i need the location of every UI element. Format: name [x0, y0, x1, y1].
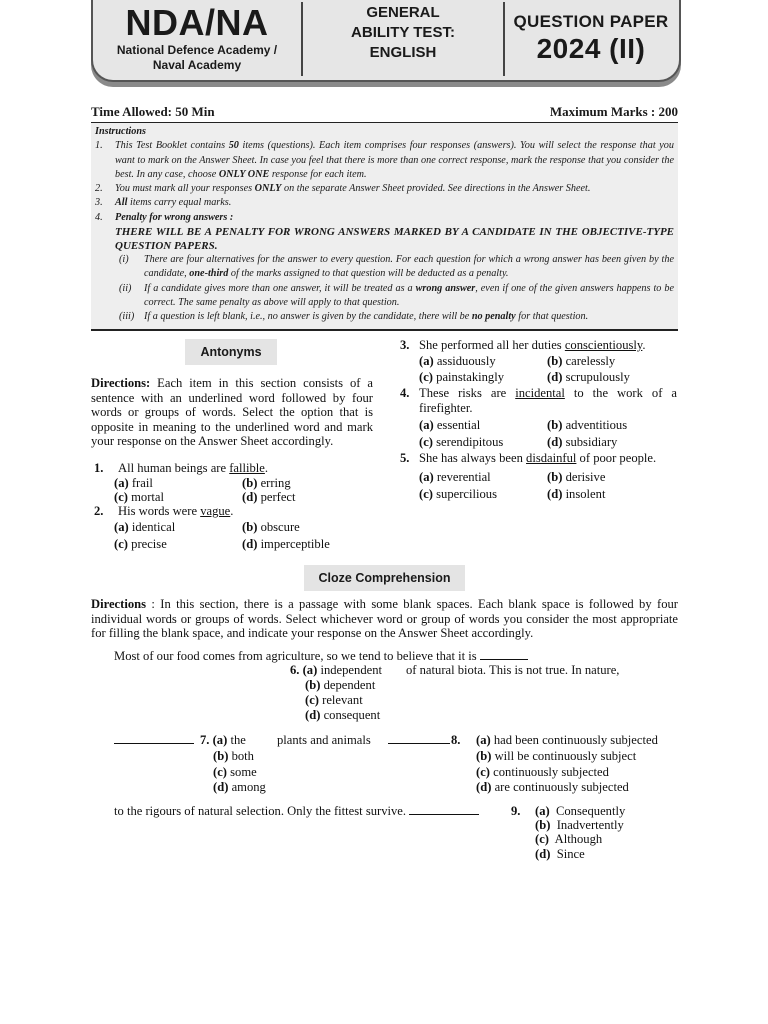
header-paper-block: [505, 0, 677, 80]
option-b[interactable]: (b) adventitious: [547, 418, 628, 432]
option-d[interactable]: (d) are continuously subjected: [476, 780, 629, 794]
option-d[interactable]: (d) among: [213, 780, 266, 794]
option-c[interactable]: (c) serendipitous: [419, 435, 504, 449]
section-title-cloze: Cloze Comprehension: [304, 565, 465, 591]
option-b[interactable]: (b) derisive: [547, 470, 606, 484]
header-subject-block: [303, 0, 503, 80]
option-b[interactable]: (b) carelessly: [547, 354, 616, 368]
cloze-directions: Directions : In this section, there is a passage with some blank spaces. Each blank space is followed by four individual words or groups of words. Select whichever word or group of words you consider the most appropriate for filling the blank space, and indicate your response on the Answer Sheet accordingly.: [91, 597, 678, 640]
instruction-item: 4. Penalty for wrong answers :: [95, 211, 234, 223]
question-6: 6. (a) independent: [290, 663, 383, 677]
paper-label: QUESTION PAPER: [513, 12, 669, 31]
question-4: 4. These risks are incidental to the work of a firefighter.: [400, 386, 677, 415]
blank-8: [388, 733, 450, 748]
question-8-number: 8.: [451, 733, 461, 747]
underlined-word: incidental: [515, 386, 565, 400]
penalty-rule: (ii) If a candidate gives more than one answer, it will be treated as a wrong answer, even if one of the given answers happens to be correct. The same penalty as above will apply to that question.: [119, 282, 674, 308]
instructions-heading: Instructions: [95, 126, 146, 137]
option-a[interactable]: (a) assiduously: [419, 354, 496, 368]
exam-header: [91, 0, 681, 82]
option-d[interactable]: (d) scrupulously: [547, 370, 630, 384]
passage-line-1: Most of our food comes from agriculture, so we tend to believe that it is: [114, 649, 528, 664]
underlined-word: conscientiously: [564, 338, 643, 352]
option-a[interactable]: (a) reverential: [419, 470, 491, 484]
underlined-word: disdainful: [526, 451, 577, 465]
section-title-antonyms: Antonyms: [185, 339, 277, 365]
subject-line-3: ENGLISH: [369, 44, 437, 61]
underlined-word: vague: [200, 504, 231, 518]
time-allowed: Time Allowed: 50 Min: [91, 104, 215, 119]
option-c[interactable]: (c) some: [213, 765, 257, 779]
question-7: 7. (a) the: [200, 733, 246, 747]
option-b[interactable]: (b) Inadvertently: [535, 818, 624, 832]
underlined-word: fallible: [229, 461, 265, 475]
option-a[interactable]: (a) Consequently: [535, 804, 626, 818]
blank-9: [409, 804, 479, 815]
passage-line-2: of natural biota. This is not true. In nature,: [406, 663, 620, 677]
option-b[interactable]: (b) obscure: [242, 520, 300, 534]
option-b[interactable]: (b) will be continuously subject: [476, 749, 637, 763]
paper-year: 2024 (II): [536, 33, 646, 64]
header-brand-block: [93, 0, 301, 80]
blank-7: [114, 733, 194, 748]
option-c[interactable]: (c) painstakingly: [419, 370, 504, 384]
option-c[interactable]: (c) relevant: [305, 693, 363, 707]
passage-line-3: to the rigours of natural selection. Only the fittest survive.: [114, 804, 479, 819]
penalty-rule: (i) There are four alternatives for the answer to every question. For each question for which a wrong answer has been given by the candidate, one-third of the marks assigned to that question will be deducted as a penalty.: [119, 254, 674, 280]
option-c[interactable]: (c) continuously subjected: [476, 765, 609, 779]
option-a[interactable]: (a) frail: [114, 476, 153, 490]
option-c[interactable]: (c) Although: [535, 832, 603, 846]
instruction-item: 2. You must mark all your responses ONLY on the separate Answer Sheet provided. See directions in the Answer Sheet.: [95, 183, 591, 195]
instruction-item: 1. This Test Booklet contains 50 items (questions). Each item comprises four responses (answers). You will select the response that you want to mark on the Answer Sheet. In case you feel that there is more than one correct response, mark the response that you consider the best. In any case, choose ONLY ONE response for each item.: [95, 140, 674, 180]
option-b[interactable]: (b) erring: [242, 476, 291, 490]
option-d[interactable]: (d) insolent: [547, 487, 606, 501]
exam-meta: [91, 104, 678, 124]
antonyms-directions: Directions: Each item in this section consists of a sentence with an underlined word followed by four words or groups of words. Select the option that is opposite in meaning to the underlined word and mark your response on the Answer Sheet accordingly.: [91, 376, 373, 448]
option-c[interactable]: (c) supercilious: [419, 487, 498, 501]
instructions-box: [91, 123, 678, 331]
option-d[interactable]: (d) imperceptible: [242, 537, 330, 551]
option-c[interactable]: (c) precise: [114, 537, 167, 551]
passage-line-2b: plants and animals: [277, 733, 371, 747]
exam-brand-subtitle: National Defence Academy / Naval Academy: [116, 43, 278, 72]
option-d[interactable]: (d) consequent: [305, 708, 381, 722]
instruction-item: 3. All items carry equal marks.: [95, 197, 232, 209]
blank-6: [480, 649, 528, 660]
option-c[interactable]: (c) mortal: [114, 490, 165, 504]
maximum-marks: Maximum Marks : 200: [549, 104, 678, 119]
option-a[interactable]: (a) identical: [114, 520, 176, 534]
subject-line-1: GENERAL: [366, 4, 440, 21]
option-a[interactable]: (a) essential: [419, 418, 481, 432]
option-a[interactable]: (a) had been continuously subjected: [476, 733, 658, 747]
exam-brand: NDA/NA: [125, 2, 269, 43]
subject-line-2: ABILITY TEST:: [351, 24, 455, 41]
option-b[interactable]: (b) dependent: [305, 678, 376, 692]
option-b[interactable]: (b) both: [213, 749, 254, 763]
option-d[interactable]: (d) subsidiary: [547, 435, 618, 449]
option-d[interactable]: (d) perfect: [242, 490, 296, 504]
penalty-rule: (iii) If a question is left blank, i.e., no answer is given by the candidate, there will be no penalty for that question.: [119, 311, 589, 323]
penalty-warning: THERE WILL BE A PENALTY FOR WRONG ANSWERS MARKED BY A CANDIDATE IN THE OBJECTIVE-TYPE QUESTION PAPERS.: [115, 226, 674, 253]
option-d[interactable]: (d) Since: [535, 847, 585, 861]
question-9-number: 9.: [511, 804, 521, 818]
